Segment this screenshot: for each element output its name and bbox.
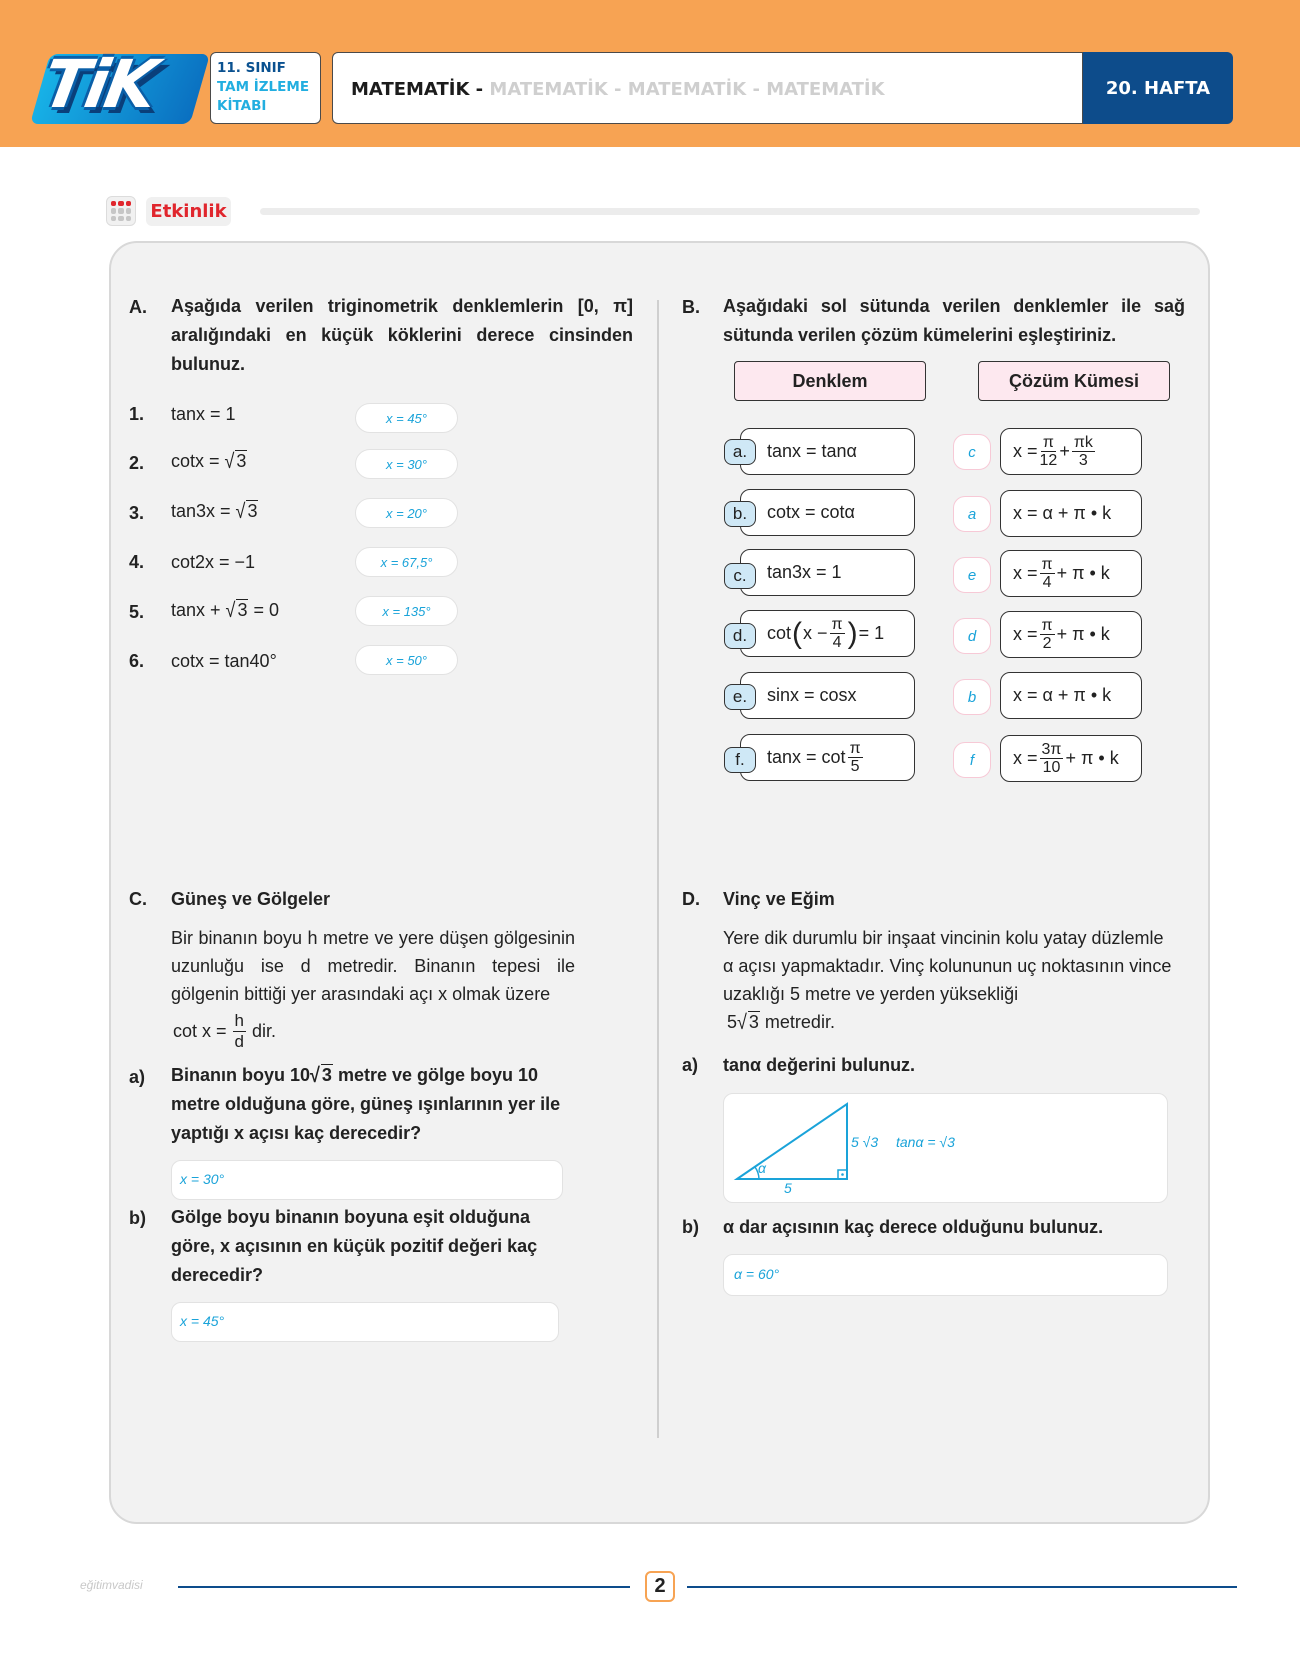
question-a-label: a) — [682, 1055, 699, 1075]
item-number: 5. — [129, 602, 145, 622]
label-b: b. — [724, 501, 756, 527]
footer-line-left — [178, 1586, 630, 1588]
formula-text: dir. — [252, 1021, 277, 1041]
subject-title-bar — [332, 52, 1083, 124]
numerator: π — [1041, 617, 1053, 634]
answer-box-d-b: α = 60° — [723, 1254, 1168, 1296]
plus-pi-k: + π • k — [1056, 563, 1110, 583]
denominator: 4 — [1042, 574, 1052, 591]
denominator: 2 — [1042, 635, 1052, 652]
q-text: Binanın boyu 10 — [171, 1065, 311, 1085]
eq-text: cot — [767, 623, 792, 643]
numerator: π — [849, 740, 861, 757]
answer-box-c-b: x = 45° — [171, 1302, 559, 1342]
item-number: 1. — [129, 404, 145, 424]
fraction — [1040, 434, 1058, 469]
solution-box-5: x = α + π • k — [1000, 672, 1142, 719]
equation-box-d — [740, 610, 915, 657]
section-c-question-a — [171, 1061, 581, 1148]
eq-text: cotx = — [171, 451, 225, 471]
sol-prefix: x = — [1013, 563, 1038, 583]
item-number: 6. — [129, 651, 145, 671]
plus-pi-k: + π • k — [1056, 624, 1110, 644]
denominator: 10 — [1042, 759, 1061, 776]
fraction — [1072, 434, 1095, 469]
section-a-letter: A. — [129, 297, 147, 317]
answer-5: x = 135° — [355, 596, 458, 626]
radicand: 3 — [247, 501, 258, 521]
match-answer-5: b — [953, 679, 991, 715]
triangle-answer-box — [723, 1093, 1168, 1203]
match-answer-1: c — [953, 434, 991, 470]
q-text: metre ve gölge boyu 10 metre olduğuna göre, güneş ışınlarının yer ile yaptığı x açısı kaç derecedir? — [171, 1065, 561, 1143]
item-number: 2. — [129, 453, 145, 473]
eq-text: x − — [803, 623, 828, 643]
solution-box-6 — [1000, 735, 1142, 782]
sqrt-3: √ 3 — [225, 598, 248, 622]
radicand: 3 — [236, 451, 247, 471]
equation-box-c: tan3x = 1 — [740, 549, 915, 596]
height-label: 5 √3 — [851, 1134, 879, 1150]
solution-box-4 — [1000, 611, 1142, 658]
denominator: 3 — [1078, 452, 1088, 469]
label-a: a. — [724, 439, 756, 465]
equation-5 — [171, 600, 279, 621]
answer-4: x = 67,5° — [355, 547, 458, 577]
numerator: π — [831, 616, 843, 633]
section-c-title: Güneş ve Gölgeler — [171, 889, 331, 909]
section-b-prompt: Aşağıdaki sol sütunda verilen denklemler ile sağ sütunda verilen çözüm kümelerini eşleştiriniz. — [723, 296, 1185, 345]
section-d-letter: D. — [682, 889, 700, 909]
radicand: 3 — [321, 1065, 332, 1085]
equation-3 — [171, 501, 258, 522]
section-d-question-b: α dar açısının kaç derece olduğunu bulunuz. — [723, 1217, 1104, 1237]
paragraph: metredir. — [759, 1012, 835, 1032]
eq-text: tan3x = — [171, 501, 236, 521]
equation-4: cot2x = −1 — [171, 552, 256, 572]
question-a-label: a) — [129, 1067, 146, 1087]
base-label: 5 — [784, 1180, 792, 1196]
sol-prefix: x = — [1013, 441, 1038, 461]
radicand: 3 — [748, 1012, 759, 1032]
equation-box-b: cotx = cotα — [740, 489, 915, 536]
solution-box-1 — [1000, 428, 1142, 475]
cot-formula — [173, 1011, 276, 1052]
label-d: d. — [724, 623, 756, 649]
title-faded: MATEMATİK - MATEMATİK - MATEMATİK — [489, 79, 885, 100]
section-a-prompt: Aşağıda verilen triginometrik denklemlerin [0, π] aralığındaki en küçük köklerini derece cinsinden bulunuz. — [171, 296, 633, 374]
plus-sign: + — [1059, 441, 1070, 461]
activity-divider — [260, 208, 1200, 215]
answer-2: x = 30° — [355, 449, 458, 479]
formula-text: cot x = — [173, 1021, 227, 1041]
angle-alpha-label: α — [758, 1160, 766, 1176]
match-answer-2: a — [953, 496, 991, 532]
section-b-letter: B. — [682, 297, 700, 317]
paren-close: ) — [847, 616, 858, 650]
equation-1: tanx = 1 — [171, 404, 236, 424]
answer-box-c-a: x = 30° — [171, 1160, 563, 1200]
item-number: 4. — [129, 552, 145, 572]
page-number: 2 — [645, 1571, 675, 1602]
eq-text: tanx = cot — [767, 747, 846, 767]
numerator: π — [1042, 434, 1054, 451]
column-header-solution: Çözüm Kümesi — [978, 361, 1170, 401]
sqrt-3: √ 3 — [235, 499, 258, 523]
sol-prefix: x = — [1013, 624, 1038, 644]
fraction — [1040, 617, 1055, 652]
logo-text: TiK — [37, 46, 161, 123]
eq-text: = 1 — [858, 623, 885, 643]
tan-answer: tanα = √3 — [896, 1134, 955, 1150]
equation-box-e: sinx = cosx — [740, 672, 915, 719]
column-header-equation: Denklem — [734, 361, 926, 401]
paren-open: ( — [792, 616, 803, 650]
badge-line-3: KİTABI — [217, 98, 267, 114]
eq-text: tanx + — [171, 600, 226, 620]
equation-2 — [171, 451, 247, 472]
denominator: 4 — [832, 634, 842, 651]
numerator: 3π — [1041, 741, 1062, 758]
question-b-label: b) — [129, 1208, 146, 1228]
answer-3: x = 20° — [355, 498, 458, 528]
sqrt-3: √ 3 — [310, 1063, 332, 1087]
solution-box-3 — [1000, 550, 1142, 597]
denominator: 12 — [1039, 452, 1058, 469]
badge-line-2: TAM İZLEME — [217, 79, 310, 95]
label-e: e. — [724, 684, 756, 710]
numerator: πk — [1073, 434, 1093, 451]
match-answer-4: d — [953, 618, 991, 654]
equation-box-f — [740, 734, 915, 781]
sqrt-3: √ 3 — [224, 449, 247, 473]
page-header — [0, 0, 1300, 147]
badge-line-1: 11. SINIF — [217, 60, 286, 76]
section-d-question-a: tanα değerini bulunuz. — [723, 1055, 916, 1075]
tik-logo — [37, 46, 205, 126]
section-c-question-b: Gölge boyu binanın boyuna eşit olduğuna göre, x açısının en küçük pozitif değeri kaç derecedir? — [171, 1207, 538, 1285]
plus-pi-k: + π • k — [1065, 748, 1119, 768]
paragraph: 5 — [727, 1012, 738, 1032]
sol-prefix: x = — [1013, 748, 1038, 768]
label-f: f. — [724, 747, 756, 773]
denominator: 5 — [850, 758, 860, 775]
radicand: 3 — [237, 600, 248, 620]
footer-line-right — [687, 1586, 1237, 1588]
week-label: 20. HAFTA — [1083, 52, 1233, 124]
item-number: 3. — [129, 503, 145, 523]
grade-badge — [210, 52, 321, 124]
match-answer-6: f — [953, 742, 991, 778]
section-d-text — [723, 924, 1177, 1036]
section-c-letter: C. — [129, 889, 147, 909]
activity-label: Etkinlik — [146, 197, 231, 226]
answer-6: x = 50° — [355, 645, 458, 675]
publisher-logo: eğitimvadisi — [80, 1578, 143, 1592]
section-c-text: Bir binanın boyu h metre ve yere düşen gölgesinin uzunluğu ise d metredir. Binanın tepesi ile gölgenin bittiği yer arasındaki açı x olmak üzere — [171, 928, 575, 1004]
fraction — [1040, 556, 1055, 591]
fraction — [1040, 741, 1064, 776]
match-answer-3: e — [953, 557, 991, 593]
denominator: d — [234, 1032, 244, 1051]
column-divider — [657, 300, 659, 1438]
fraction — [233, 1011, 246, 1052]
numerator: h — [234, 1011, 244, 1030]
equation-box-a: tanx = tanα — [740, 428, 915, 475]
solution-box-2: x = α + π • k — [1000, 490, 1142, 537]
eq-text: = 0 — [248, 600, 279, 620]
equation-6: cotx = tan40° — [171, 651, 277, 671]
title-main: MATEMATİK - — [351, 79, 490, 100]
label-c: c. — [724, 563, 756, 589]
question-b-label: b) — [682, 1217, 699, 1237]
section-d-title: Vinç ve Eğim — [723, 889, 835, 909]
sqrt-3: √ 3 — [737, 1010, 759, 1034]
fraction — [848, 740, 863, 775]
subject-title — [351, 79, 885, 100]
grid-icon — [106, 196, 136, 226]
paragraph: Yere dik durumlu bir inşaat vincinin kolu yatay düzlemle α açısı yapmaktadır. Vinç kolununun uç noktasının vince uzaklığı 5 metre ve yerden yüksekliği — [723, 928, 1172, 1004]
fraction — [830, 616, 845, 651]
numerator: π — [1041, 556, 1053, 573]
answer-1: x = 45° — [355, 403, 458, 433]
